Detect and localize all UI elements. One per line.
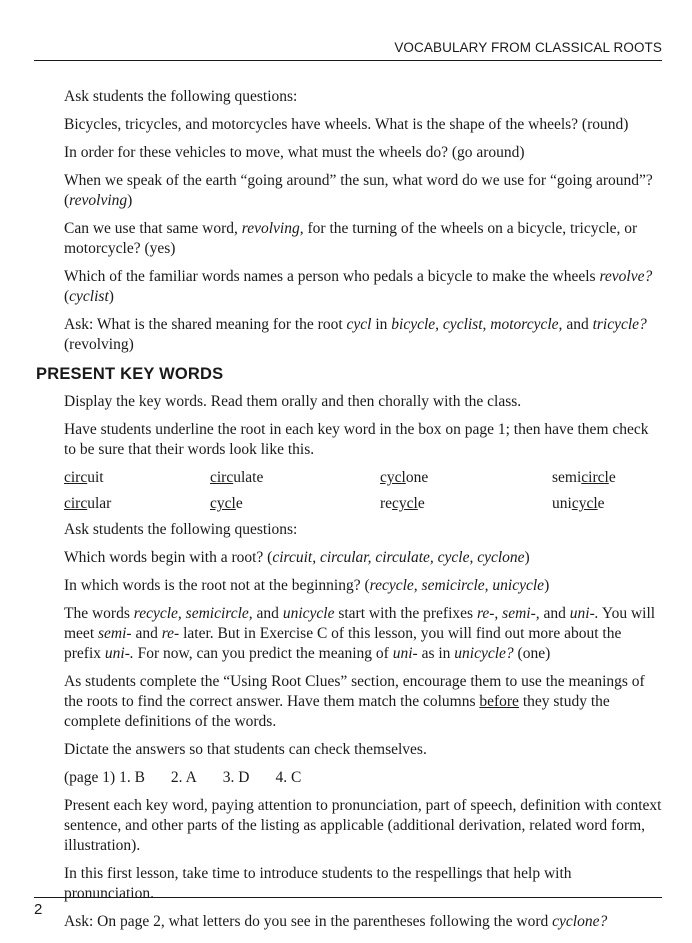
word-root: cycl [210, 495, 236, 512]
word-root: cycl [571, 495, 598, 512]
italic-run: uni-. [104, 645, 134, 662]
footer-rule [34, 897, 662, 898]
text-run: ) [524, 549, 530, 566]
underlined-run: before [479, 693, 519, 710]
intro-paragraph-6 [64, 267, 662, 307]
text-run: start with the prefixes [334, 605, 477, 622]
word-part: one [405, 469, 429, 486]
word-root: circl [581, 469, 609, 486]
key-word [552, 468, 662, 488]
italic-run: uni-. [569, 605, 599, 622]
word-part: uit [87, 469, 104, 486]
running-head: VOCABULARY FROM CLASSICAL ROOTS [394, 40, 662, 55]
text-run: in [371, 316, 392, 333]
key-word [380, 494, 552, 514]
intro-paragraph-4 [64, 171, 662, 211]
text-run: later. But in Exercise C of this lesson, you will find out more about the prefix [64, 625, 622, 662]
text-run: as in [417, 645, 455, 662]
section-paragraph-6 [64, 604, 662, 664]
key-word [64, 468, 210, 488]
text-run: and [131, 625, 162, 642]
text-run: for the turning of the wheels on a bicycle, tricycle, or motorcycle? (yes) [64, 220, 638, 257]
section-paragraph-3: Ask students the following questions: [64, 521, 298, 538]
italic-run: recycle, semicircle, [133, 605, 253, 622]
answer-item: 3. D [222, 769, 250, 786]
text-run: (one) [513, 645, 551, 662]
italic-run: cyclone? [552, 913, 608, 930]
key-word [210, 494, 380, 514]
section-paragraph-7 [64, 672, 662, 732]
word-part: ulate [233, 469, 264, 486]
key-word [552, 494, 662, 514]
text-run: Which words begin with a root? ( [64, 549, 273, 566]
answer-key [64, 768, 662, 788]
word-part: e [608, 469, 616, 486]
answer-item: (page 1) 1. B [64, 769, 145, 786]
word-part: re [380, 495, 393, 512]
italic-run: uni- [392, 645, 418, 662]
italic-run: tricycle? [592, 316, 647, 333]
key-word [210, 468, 380, 488]
intro-paragraph-7 [64, 315, 662, 355]
italic-run: unicycle [282, 605, 335, 622]
text-run: For now, can you predict the meaning of [133, 645, 393, 662]
intro-paragraph-5 [64, 219, 662, 259]
text-run: they study the complete definitions of the words. [64, 693, 610, 730]
word-part: e [235, 495, 243, 512]
italic-run: revolving, [241, 220, 304, 237]
text-run: The words [64, 605, 134, 622]
page-number: 2 [34, 901, 43, 918]
header-rule [34, 60, 662, 61]
text-run: and [252, 605, 283, 622]
text-run: Which of the familiar words names a person who pedals a bicycle to make the wheels [64, 268, 600, 285]
italic-run: revolve? [599, 268, 653, 285]
text-run: ) [127, 192, 133, 209]
section-paragraph-1: Display the key words. Read them orally and then chorally with the class. [64, 393, 522, 410]
word-part: e [597, 495, 605, 512]
word-part: e [417, 495, 425, 512]
text-run: As students complete the “Using Root Clues” section, encourage them to use the meanings of the roots to find the correct answer. Have them match the columns [64, 673, 645, 710]
section-paragraph-4 [64, 548, 662, 568]
italic-run: unicycle? [454, 645, 514, 662]
intro-paragraph-1: Ask students the following questions: [64, 88, 298, 105]
italic-run: re- [161, 625, 180, 642]
section-paragraph-5 [64, 576, 662, 596]
italic-run: circuit, circular, circulate, cycle, cyclone [272, 549, 525, 566]
text-run: In which words is the root not at the beginning? ( [64, 577, 370, 594]
text-run: ( [64, 288, 70, 305]
section-heading: PRESENT KEY WORDS [36, 365, 224, 383]
italic-run: bicycle, cyclist, motorcycle, [391, 316, 563, 333]
intro-block [64, 87, 662, 363]
text-run: (revolving) [64, 336, 134, 353]
word-root: circ [64, 469, 88, 486]
text-run: You will meet [64, 605, 656, 642]
section-paragraph-11 [64, 912, 662, 932]
word-root: cycl [380, 469, 406, 486]
intro-paragraph-2: Bicycles, tricycles, and motorcycles have wheels. What is the shape of the wheels? (round) [64, 116, 629, 133]
italic-run: recycle, semicircle, unicycle [369, 577, 545, 594]
word-root: circ [210, 469, 234, 486]
section-paragraph-2: Have students underline the root in each key word in the box on page 1; then have them check to be sure that their words look like this. [64, 421, 649, 458]
italic-run: semi- [98, 625, 132, 642]
section-paragraph-8: Dictate the answers so that students can check themselves. [64, 741, 427, 758]
text-run: When we speak of the earth “going around” the sun, what word do we use for “going around”? ( [64, 172, 653, 209]
word-part: ular [87, 495, 112, 512]
text-run: and [539, 605, 570, 622]
italic-run: revolving [69, 192, 128, 209]
word-root: circ [64, 495, 88, 512]
text-run: ) [544, 577, 550, 594]
answer-item: 4. C [275, 769, 302, 786]
key-word [380, 468, 552, 488]
italic-run: re-, semi-, [476, 605, 540, 622]
word-root: cycl [392, 495, 418, 512]
text-run: Ask: What is the shared meaning for the root [64, 316, 347, 333]
text-run: ) [108, 288, 114, 305]
text-run: Ask: On page 2, what letters do you see in the parentheses following the word [64, 913, 553, 930]
key-words-section [64, 392, 662, 940]
word-part: uni [552, 495, 572, 512]
italic-run: cyclist [69, 288, 109, 305]
key-words-grid [64, 468, 662, 514]
section-paragraph-9: Present each key word, paying attention to pronunciation, part of speech, definition with context sentence, and other parts of the listing as applicable (additional derivation, related word form, illustration). [64, 797, 662, 854]
italic-run: cycl [346, 316, 372, 333]
section-paragraph-10: In this first lesson, take time to introduce students to the respellings that help with pronunciation. [64, 865, 572, 902]
text-run: Can we use that same word, [64, 220, 242, 237]
text-run: and [562, 316, 593, 333]
answer-item: 2. A [170, 769, 197, 786]
key-word [64, 494, 210, 514]
intro-paragraph-3: In order for these vehicles to move, what must the wheels do? (go around) [64, 144, 525, 161]
word-part: semi [552, 469, 582, 486]
